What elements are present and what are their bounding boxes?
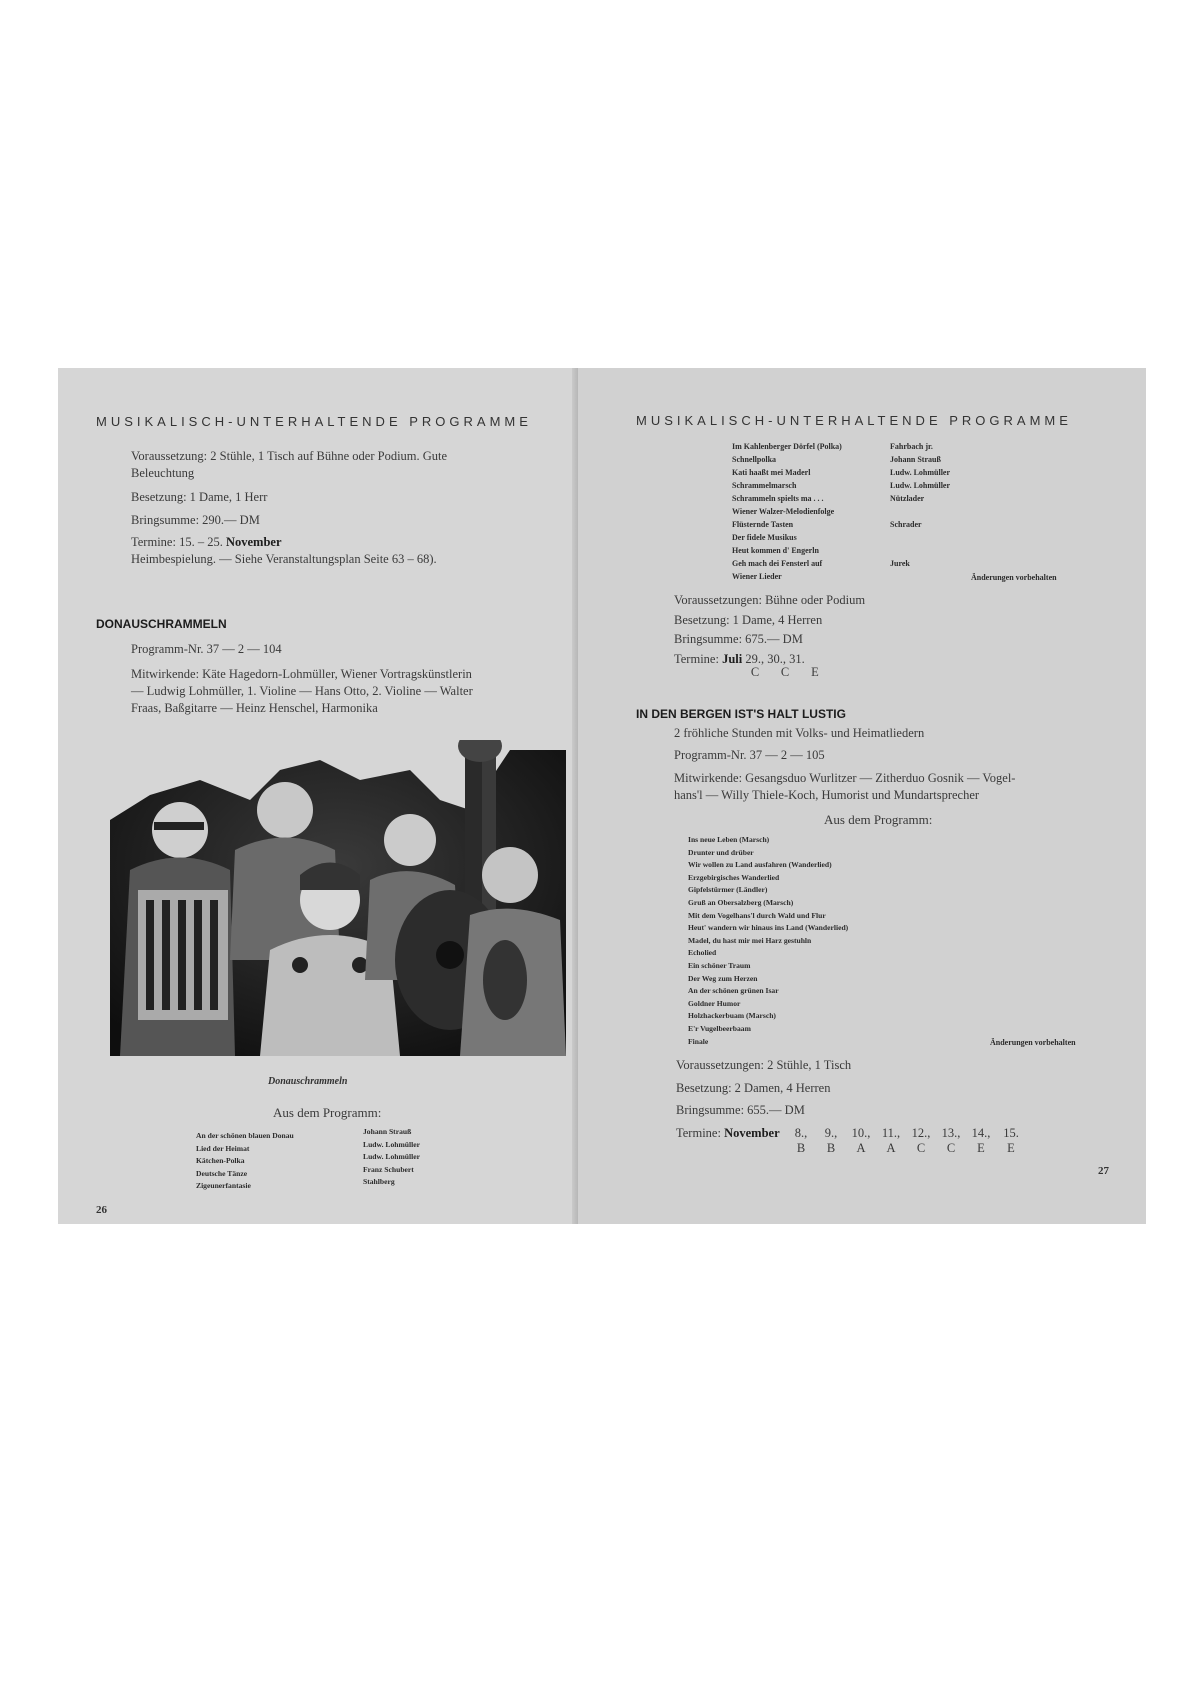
program-title: Wiener Lieder <box>732 572 782 581</box>
aenderungen-note: Änderungen vorbehalten <box>971 573 1057 582</box>
termine-day: 14., <box>971 1126 991 1140</box>
voraussetzung-line: Voraussetzung: 2 Stühle, 1 Tisch auf Bühne oder Podium. Gute <box>131 449 448 463</box>
program-composer <box>890 544 950 557</box>
program-item: Gruß an Obersalzberg (Marsch) <box>688 897 794 907</box>
program-composer: Ludw. Lohmüller <box>363 1152 420 1162</box>
bringsumme-line: Bringsumme: 290.— DM <box>131 513 260 527</box>
termine-letter: C <box>916 1141 926 1155</box>
program-composer: Ludw. Lohmüller <box>363 1139 420 1149</box>
program-title: Heut kommen d' Engerln <box>732 546 819 555</box>
program-title: Im Kahlenberger Dörfel (Polka) <box>732 442 842 451</box>
program-item: Heut' wandern wir hinaus ins Land (Wanderlied) <box>688 923 849 933</box>
mitwirkende-line: Mitwirkende: Käte Hagedorn-Lohmüller, Wiener Vortragskünstlerin <box>131 667 472 681</box>
program-item: Madel, du hast mir mei Harz gestuhln <box>688 935 812 945</box>
heimbespielung-line: Heimbespielung. — Siehe Veranstaltungsplan Seite 63 – 68). <box>131 552 437 566</box>
program-composer: Johann Strauß <box>890 455 941 464</box>
termine-day: 13., <box>941 1126 961 1140</box>
termine-letter: B <box>826 1141 836 1155</box>
program-item: Mit dem Vogelhans'l durch Wald und Flur <box>688 910 826 920</box>
termine-letter: A <box>886 1141 896 1155</box>
aenderungen-note: Änderungen vorbehalten <box>990 1038 1076 1047</box>
program-item: An der schönen grünen Isar <box>688 986 779 996</box>
program-title: Schrammelmarsch <box>732 481 797 490</box>
program-composer: Ludw. Lohmüller <box>890 481 951 490</box>
termine-letter: C <box>750 665 760 679</box>
program-composer: Stahlberg <box>363 1177 395 1187</box>
book-spread <box>58 368 1146 1224</box>
program-composer: Nützlader <box>890 494 925 503</box>
termine-line <box>676 1124 780 1142</box>
program-item: Wir wollen zu Land ausfahren (Wanderlied) <box>688 860 832 870</box>
termine-month: Juli <box>722 652 743 666</box>
program-item: Finale <box>688 1036 709 1046</box>
voraussetzung-line-2: Beleuchtung <box>131 466 195 480</box>
program-composer: Jurek <box>890 559 910 568</box>
group-photo <box>110 740 566 1056</box>
photo-caption: Donauschrammeln <box>268 1076 348 1087</box>
program-composer-list <box>890 440 950 570</box>
program-item: Gipfelstürmer (Ländler) <box>688 885 768 895</box>
program-list <box>732 440 842 583</box>
program-item: Drunter und drüber <box>688 847 754 857</box>
termine-line <box>131 533 282 551</box>
section-title: IN DEN BERGEN IST'S HALT LUSTIG <box>636 707 846 721</box>
page-number: 26 <box>96 1204 107 1216</box>
program-title: Der fidele Musikus <box>732 533 797 542</box>
aus-dem-programm-heading: Aus dem Programm: <box>273 1105 382 1120</box>
program-title: Kati haaßt mei Maderl <box>732 468 811 477</box>
program-title: Geh mach dei Fensterl auf <box>732 559 823 568</box>
program-composer: Fahrbach jr. <box>890 442 933 451</box>
program-title: Wiener Walzer-Melodienfolge <box>732 507 835 516</box>
group-photo-illustration <box>110 740 566 1056</box>
program-composer <box>890 531 950 544</box>
program-item: Echolied <box>688 948 717 958</box>
program-composer: Schrader <box>890 520 922 529</box>
termine-letters <box>786 1139 1026 1157</box>
program-title: Deutsche Tänze <box>196 1168 248 1178</box>
program-title: Schrammeln spielts ma . . . <box>732 494 824 503</box>
termine-letter: E <box>1007 1141 1015 1155</box>
besetzung-line: Besetzung: 1 Dame, 4 Herren <box>674 613 823 627</box>
bringsumme-line: Bringsumme: 655.— DM <box>676 1103 805 1117</box>
right-page <box>578 368 1146 1224</box>
program-composer: Franz Schubert <box>363 1164 414 1174</box>
termine-letter: C <box>780 665 790 679</box>
page-header: MUSIKALISCH-UNTERHALTENDE PROGRAMME <box>636 413 1072 428</box>
program-item: E'r Vugelbeerbaam <box>688 1023 751 1033</box>
program-list <box>196 1130 294 1193</box>
mitwirkende-line: — Ludwig Lohmüller, 1. Violine — Hans Otto, 2. Violine — Walter <box>131 684 473 698</box>
termine-letter: A <box>856 1141 866 1155</box>
program-title: Zigeunerfantasie <box>196 1181 251 1191</box>
page-header: MUSIKALISCH-UNTERHALTENDE PROGRAMME <box>96 414 532 429</box>
program-composer <box>890 505 950 518</box>
program-item: Holzhackerbuam (Marsch) <box>688 1011 776 1021</box>
program-item: Goldner Humor <box>688 998 741 1008</box>
aus-dem-programm-heading: Aus dem Programm: <box>824 812 933 827</box>
program-item: Der Weg zum Herzen <box>688 973 758 983</box>
program-title: Lied der Heimat <box>196 1143 250 1153</box>
program-list-2 <box>688 834 848 1048</box>
program-item: Ein schöner Traum <box>688 960 751 970</box>
termine-month: November <box>225 535 282 549</box>
besetzung-line: Besetzung: 1 Dame, 1 Herr <box>131 490 268 504</box>
voraussetzungen-line: Voraussetzungen: Bühne oder Podium <box>674 593 866 607</box>
program-composer: Ludw. Lohmüller <box>890 468 951 477</box>
termine-month: November <box>724 1126 780 1140</box>
program-title: Kätchen-Polka <box>196 1156 245 1166</box>
program-item: Ins neue Leben (Marsch) <box>688 835 770 844</box>
termine-letter: B <box>796 1141 806 1155</box>
left-page <box>58 368 578 1224</box>
mitwirkende-line: Fraas, Baßgitarre — Heinz Henschel, Harmonika <box>131 701 378 715</box>
termine-day: 12., <box>911 1126 931 1140</box>
programm-nr: Programm-Nr. 37 — 2 — 104 <box>131 642 282 656</box>
voraussetzungen-line: Voraussetzungen: 2 Stühle, 1 Tisch <box>676 1058 852 1072</box>
termine-letter: E <box>811 665 819 679</box>
program-composer: Johann Strauß <box>363 1127 412 1136</box>
page-number: 27 <box>1098 1165 1109 1177</box>
section-subtitle: 2 fröhliche Stunden mit Volks- und Heimatliedern <box>674 726 925 740</box>
mitwirkende-line: Mitwirkende: Gesangsduo Wurlitzer — Zitherduo Gosnik — Vogel- <box>674 771 1016 785</box>
program-title: Schnellpolka <box>732 455 777 464</box>
program-title: An der schönen blauen Donau <box>196 1131 294 1140</box>
besetzung-line: Besetzung: 2 Damen, 4 Herren <box>676 1081 831 1095</box>
termine-label: Termine: 15. – 25. <box>131 535 223 549</box>
termine-letter: E <box>977 1141 985 1155</box>
termine-days: 29., 30., 31. <box>745 652 805 666</box>
bringsumme-line: Bringsumme: 675.— DM <box>674 632 803 646</box>
termine-day: 8., <box>794 1126 808 1140</box>
programm-nr: Programm-Nr. 37 — 2 — 105 <box>674 748 825 762</box>
termine-day: 15. <box>1003 1126 1019 1140</box>
termine-day: 11., <box>881 1126 901 1140</box>
termine-day: 9., <box>824 1126 838 1140</box>
termine-label: Termine: <box>674 652 719 666</box>
termine-letters <box>740 663 830 681</box>
termine-day: 10., <box>851 1126 871 1140</box>
program-title: Flüsternde Tasten <box>732 520 794 529</box>
program-composer-list <box>363 1126 420 1189</box>
section-title: DONAUSCHRAMMELN <box>96 617 227 631</box>
termine-letter: C <box>946 1141 956 1155</box>
termine-label: Termine: <box>676 1126 721 1140</box>
mitwirkende-line: hans'l — Willy Thiele-Koch, Humorist und Mundartsprecher <box>674 788 980 802</box>
program-item: Erzgebirgisches Wanderlied <box>688 872 780 882</box>
